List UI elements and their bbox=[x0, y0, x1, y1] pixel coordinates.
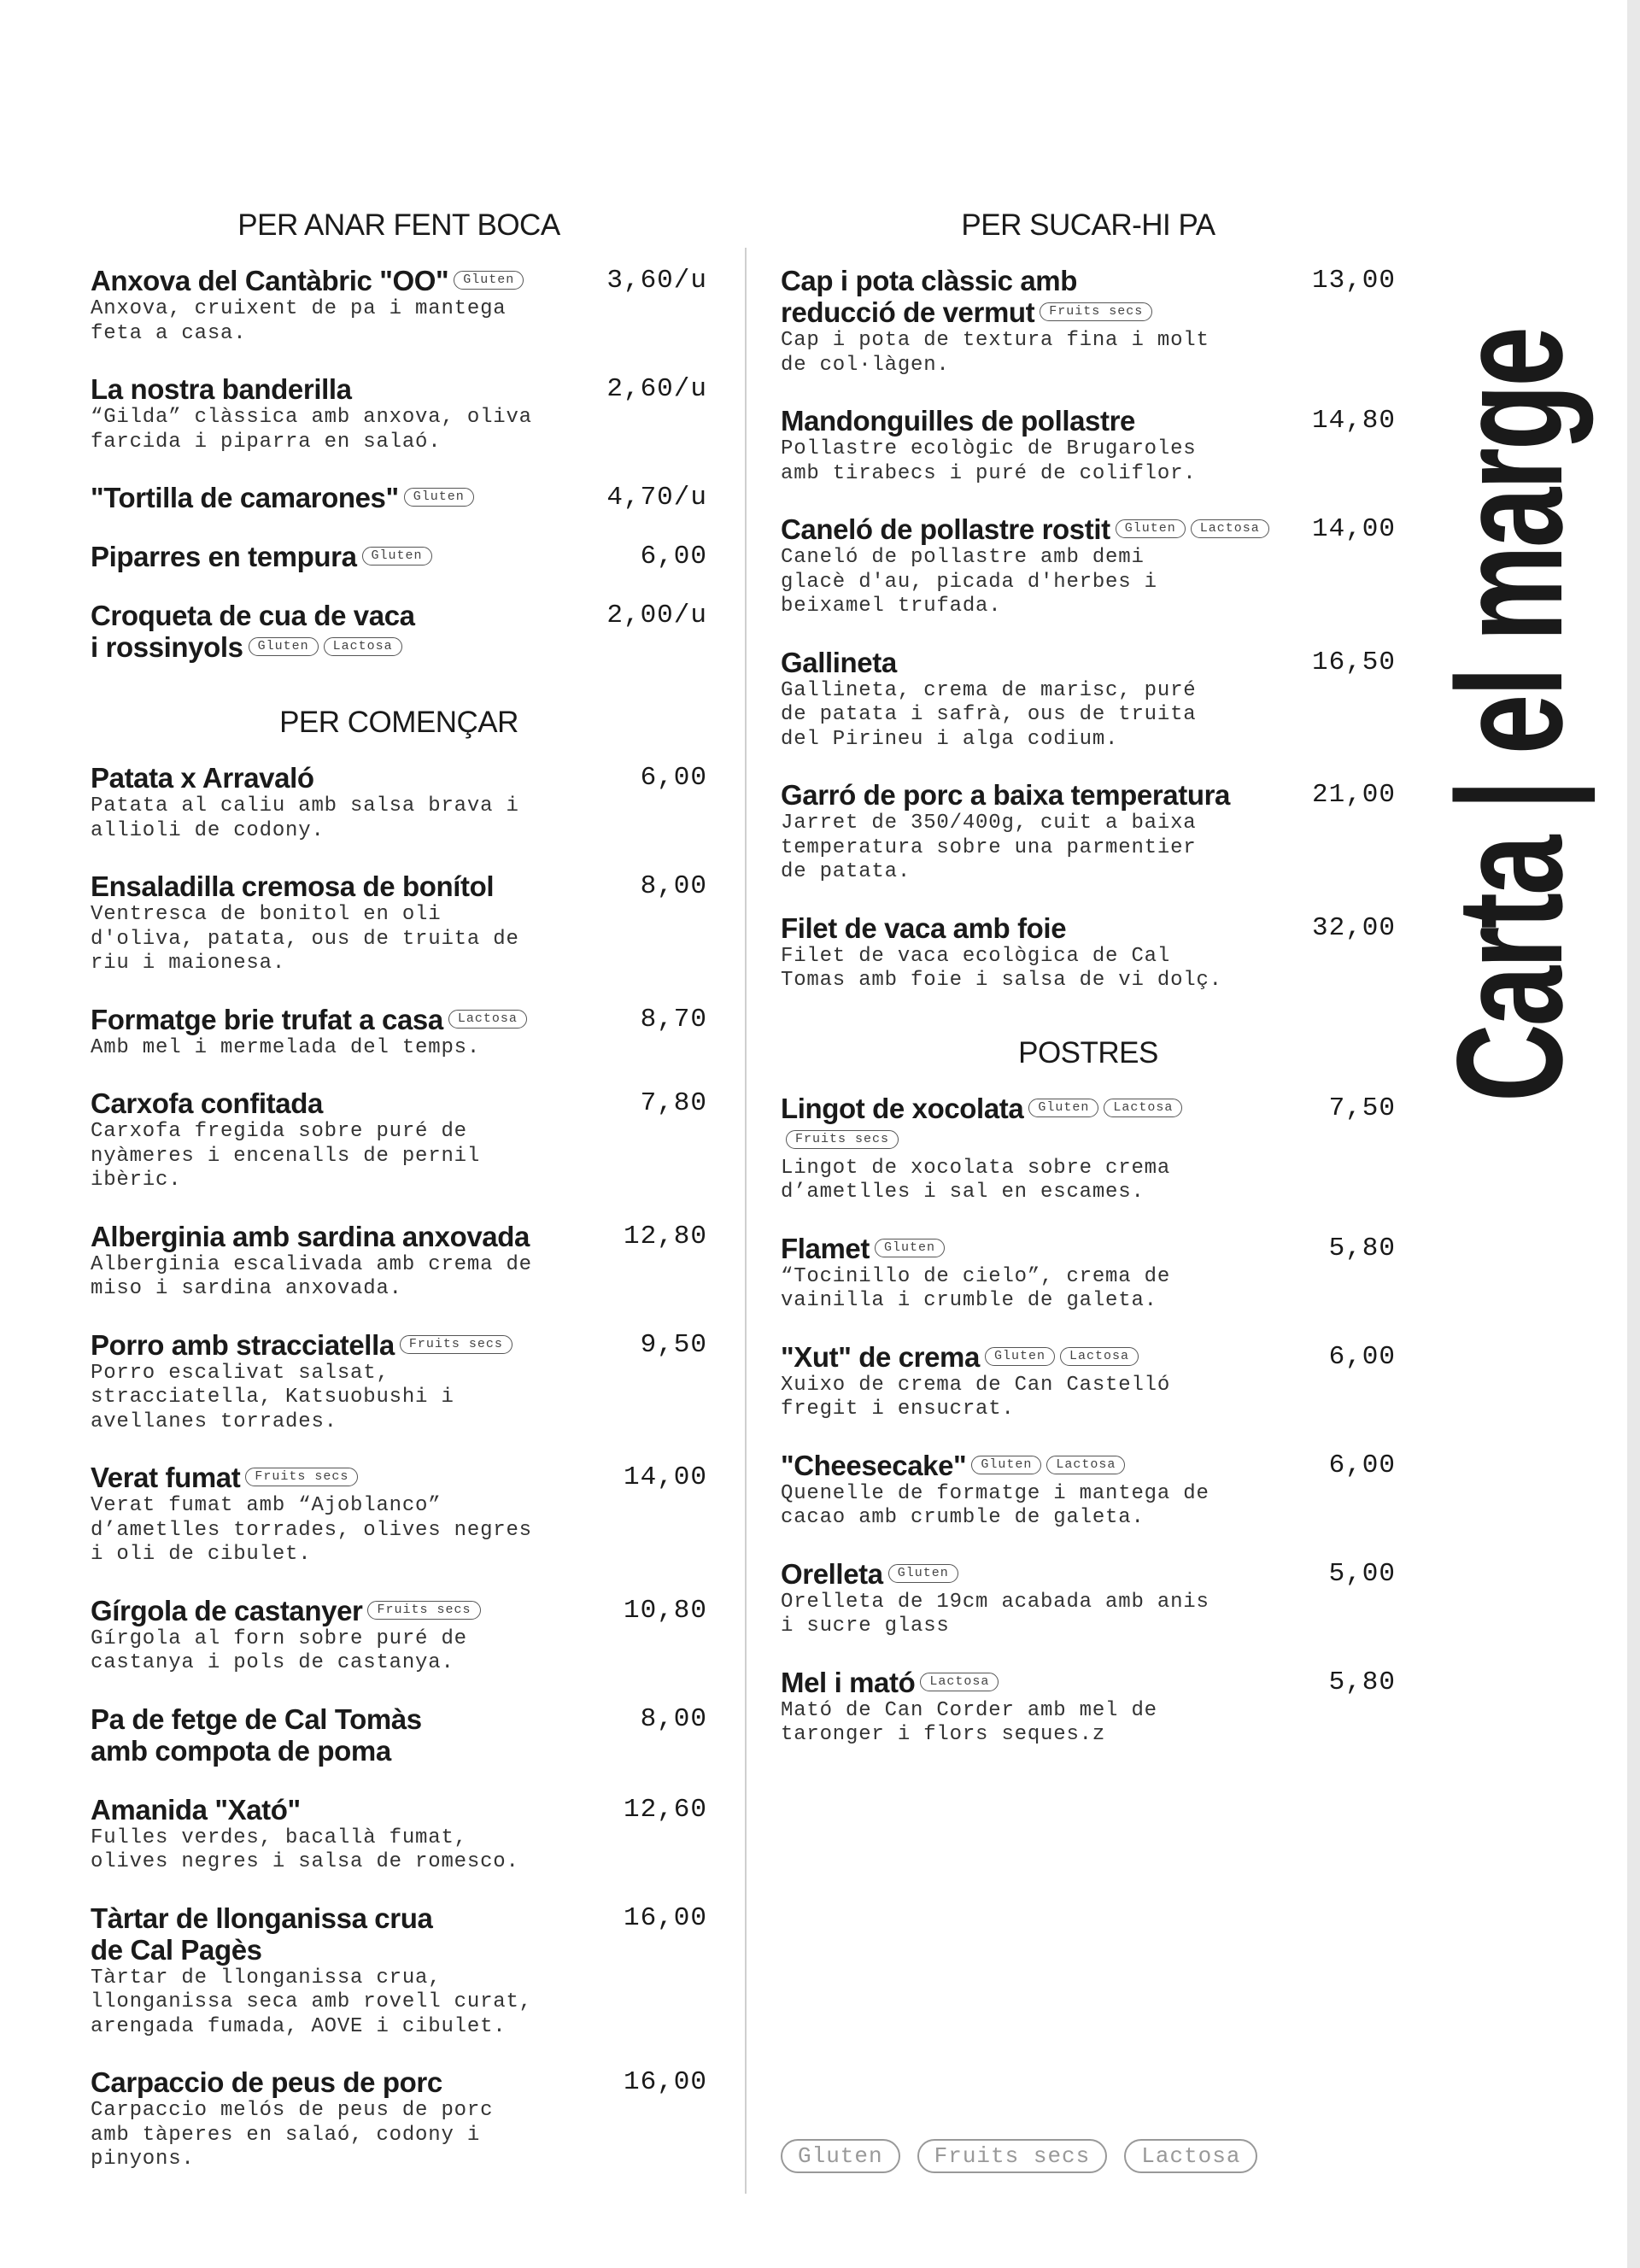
dish-description-line: Jarret de 350/400g, cuit a baixa bbox=[781, 812, 1197, 835]
dish-name-line: Porro amb stracciatella bbox=[91, 1328, 395, 1361]
menu-item bbox=[91, 373, 707, 454]
allergen-tag: Lactosa bbox=[324, 637, 402, 656]
dish-name-line: "Tortilla de camarones" bbox=[91, 482, 399, 513]
menu-item-header bbox=[91, 482, 707, 513]
dish-price: 10,80 bbox=[623, 1595, 707, 1626]
dish-description-line: de patata. bbox=[781, 860, 911, 883]
brand-title bbox=[1426, 328, 1606, 1187]
dish-name bbox=[781, 1233, 945, 1264]
dish-price: 7,50 bbox=[1328, 1093, 1396, 1123]
dish-name-line: Cap i pota clàssic amb bbox=[781, 265, 1077, 296]
dish-name-line: Alberginia amb sardina anxovada bbox=[91, 1220, 530, 1252]
dish-description bbox=[91, 1120, 707, 1193]
dish-name bbox=[91, 1794, 301, 1826]
dish-description bbox=[781, 945, 1396, 993]
allergen-tag: Fruits secs bbox=[1040, 302, 1152, 321]
menu-item-header bbox=[91, 1703, 707, 1767]
dish-name-line: Pa de fetge de Cal Tomàs bbox=[91, 1702, 422, 1735]
legend-tag: Lactosa bbox=[1124, 2139, 1257, 2173]
dish-name bbox=[781, 405, 1135, 437]
dish-description-line: pinyons. bbox=[91, 2148, 195, 2171]
dish-name bbox=[91, 1221, 530, 1252]
menu-item bbox=[91, 870, 707, 976]
allergen-tag: Lactosa bbox=[1104, 1099, 1182, 1117]
allergen-tag: Gluten bbox=[888, 1564, 958, 1583]
dish-description bbox=[781, 812, 1396, 885]
menu-item-header bbox=[91, 265, 707, 296]
allergen-tag: Gluten bbox=[249, 637, 319, 656]
menu-item-header bbox=[781, 647, 1396, 678]
dish-price: 7,80 bbox=[640, 1088, 707, 1118]
dish-description bbox=[781, 679, 1396, 753]
dish-description bbox=[781, 1699, 1396, 1748]
allergen-tag: Lactosa bbox=[448, 1010, 527, 1029]
dish-name-line: Croqueta de cua de vaca bbox=[91, 600, 415, 631]
dish-description-line: glacè d'au, picada d'herbes i bbox=[781, 570, 1157, 594]
menu-item-header bbox=[781, 1450, 1396, 1481]
menu-item-header bbox=[91, 1902, 707, 1966]
dish-description-line: del Pirineu i alga codium. bbox=[781, 727, 1119, 751]
dish-description bbox=[781, 1374, 1396, 1422]
dish-price: 5,00 bbox=[1328, 1558, 1396, 1589]
menu-item bbox=[781, 405, 1396, 486]
dish-description bbox=[91, 1036, 707, 1061]
dish-description-line: llonganissa seca amb rovell curat, bbox=[91, 1990, 532, 2013]
allergen-tag: Gluten bbox=[985, 1347, 1055, 1366]
dish-description bbox=[91, 2099, 707, 2172]
dish-description bbox=[781, 329, 1396, 378]
allergen-tag: Gluten bbox=[404, 488, 474, 507]
dish-price: 5,80 bbox=[1328, 1233, 1396, 1263]
menu-item bbox=[91, 1329, 707, 1435]
dish-description bbox=[91, 1627, 707, 1676]
dish-price: 16,50 bbox=[1311, 647, 1396, 677]
menu-item bbox=[91, 600, 707, 663]
allergen-tag: Fruits secs bbox=[367, 1601, 480, 1620]
dish-name bbox=[781, 1667, 999, 1698]
menu-item-header bbox=[781, 1667, 1396, 1698]
dish-name-line: Caneló de pollastre rostit bbox=[781, 513, 1110, 545]
dish-name bbox=[781, 1341, 1139, 1373]
dish-description-line: cacao amb crumble de galeta. bbox=[781, 1506, 1145, 1529]
menu-item bbox=[91, 762, 707, 843]
dish-price: 14,80 bbox=[1311, 406, 1396, 436]
menu-item-header bbox=[91, 373, 707, 405]
menu-item bbox=[781, 1450, 1396, 1531]
dish-description-line: Verat fumat amb “Ajoblanco” bbox=[91, 1494, 442, 1517]
dish-description bbox=[91, 1362, 707, 1435]
dish-price: 12,60 bbox=[623, 1794, 707, 1825]
dish-description-line: temperatura sobre una parmentier bbox=[781, 835, 1197, 859]
menu-item-header bbox=[91, 2066, 707, 2098]
dish-description-line: Gallineta, crema de marisc, puré bbox=[781, 678, 1197, 702]
dish-price: 12,80 bbox=[623, 1221, 707, 1251]
dish-description-line: Pollastre ecològic de Brugaroles bbox=[781, 437, 1197, 460]
menu-item bbox=[91, 265, 707, 346]
dish-description-line: Alberginia escalivada amb crema de bbox=[91, 1252, 532, 1276]
dish-description-line: Filet de vaca ecològica de Cal bbox=[781, 944, 1171, 968]
menu-item-header bbox=[91, 1004, 707, 1035]
dish-price: 6,00 bbox=[640, 763, 707, 793]
menu-item bbox=[781, 779, 1396, 885]
dish-description-line: i oli de cibulet. bbox=[91, 1543, 312, 1566]
menu-item-header bbox=[91, 1087, 707, 1119]
dish-description-line: Amb mel i mermelada del temps. bbox=[91, 1035, 481, 1059]
menu-item-header bbox=[91, 762, 707, 794]
dish-description-line: amb tirabecs i puré de coliflor. bbox=[781, 461, 1197, 485]
menu-item-header bbox=[781, 1341, 1396, 1373]
dish-description bbox=[781, 1482, 1396, 1531]
dish-description bbox=[91, 903, 707, 976]
section-title: PER COMENÇAR bbox=[279, 706, 518, 739]
dish-description-line: “Tocinillo de cielo”, crema de bbox=[781, 1264, 1171, 1288]
menu-item bbox=[781, 1667, 1396, 1748]
dish-description-line: d'oliva, patata, ous de truita de bbox=[91, 927, 519, 951]
dish-price: 14,00 bbox=[1311, 514, 1396, 544]
menu-item-header bbox=[91, 1329, 707, 1361]
legend-tag: Fruits secs bbox=[917, 2139, 1108, 2173]
dish-description-line: d’ametlles i sal en escames. bbox=[781, 1181, 1145, 1204]
dish-description-line: Lingot de xocolata sobre crema bbox=[781, 1156, 1171, 1180]
menu-item-header bbox=[781, 513, 1396, 545]
dish-description-line: Carxofa fregida sobre puré de bbox=[91, 1120, 467, 1143]
dish-name-line: Tàrtar de llonganissa crua bbox=[91, 1902, 433, 1934]
dish-name bbox=[781, 265, 1152, 328]
menu-item bbox=[91, 1794, 707, 1875]
dish-description-line: Tàrtar de llonganissa crua, bbox=[91, 1966, 442, 1990]
dish-name-line: Verat fumat bbox=[91, 1462, 241, 1493]
dish-name bbox=[91, 1329, 512, 1361]
dish-description-line: Carpaccio melós de peus de porc bbox=[91, 2099, 494, 2122]
dish-name-line: Carxofa confitada bbox=[91, 1087, 323, 1119]
menu-column-left bbox=[91, 205, 707, 2212]
dish-description bbox=[91, 1826, 707, 1875]
menu-item-header bbox=[781, 265, 1396, 328]
dish-price: 16,00 bbox=[623, 2067, 707, 2097]
dish-name-line: Gallineta bbox=[781, 646, 897, 678]
dish-description bbox=[91, 406, 707, 454]
dish-description-line: castanya i pols de castanya. bbox=[91, 1651, 454, 1674]
section-title: PER ANAR FENT BOCA bbox=[237, 208, 560, 242]
dish-description-line: Tomas amb foie i salsa de vi dolç. bbox=[781, 969, 1222, 992]
dish-description-line: Fulles verdes, bacallà fumat, bbox=[91, 1826, 467, 1849]
dish-description-line: Mató de Can Corder amb mel de bbox=[781, 1698, 1157, 1722]
dish-name-line: reducció de vermut bbox=[781, 296, 1035, 328]
dish-name-line: Filet de vaca amb foie bbox=[781, 911, 1067, 944]
dish-description-line: Anxova, cruixent de pa i mantega bbox=[91, 297, 507, 320]
menu-item-header bbox=[781, 1233, 1396, 1264]
menu-section bbox=[91, 205, 707, 663]
dish-name-line: Mandonguilles de pollastre bbox=[781, 405, 1135, 437]
dish-price: 2,60/u bbox=[606, 374, 707, 404]
dish-description-line: i sucre glass bbox=[781, 1615, 950, 1638]
dish-description bbox=[781, 546, 1396, 619]
dish-description-line: Quenelle de formatge i mantega de bbox=[781, 1481, 1210, 1505]
dish-description-line: Orelleta de 19cm acabada amb anis bbox=[781, 1590, 1210, 1614]
menu-item-header bbox=[781, 912, 1396, 944]
dish-price: 5,80 bbox=[1328, 1667, 1396, 1697]
page-edge bbox=[1627, 0, 1640, 2268]
menu-item bbox=[91, 1087, 707, 1193]
dish-name-line: Orelleta bbox=[781, 1557, 883, 1590]
dish-name bbox=[781, 912, 1066, 944]
dish-name bbox=[781, 1558, 958, 1590]
dish-description bbox=[781, 1591, 1396, 1639]
dish-description-line: fregit i ensucrat. bbox=[781, 1398, 1015, 1421]
dish-name bbox=[781, 647, 897, 678]
dish-name bbox=[91, 2066, 442, 2098]
allergen-tag: Gluten bbox=[454, 271, 524, 290]
dish-description-line: Ventresca de bonitol en oli bbox=[91, 903, 442, 926]
dish-description-line: de patata i safrà, ous de truita bbox=[781, 703, 1197, 726]
allergen-tag: Gluten bbox=[362, 547, 432, 566]
dish-description-line: de col·làgen. bbox=[781, 353, 950, 377]
menu-item-header bbox=[781, 405, 1396, 437]
dish-name-line: Garró de porc a baixa temperatura bbox=[781, 779, 1230, 811]
menu-item bbox=[91, 541, 707, 572]
dish-description-line: arengada fumada, AOVE i cibulet. bbox=[91, 2014, 507, 2038]
dish-description-line: miso i sardina anxovada. bbox=[91, 1277, 402, 1300]
menu-item-header bbox=[91, 870, 707, 902]
dish-name-line: i rossinyols bbox=[91, 631, 243, 663]
dish-name-line: Gírgola de castanyer bbox=[91, 1594, 363, 1626]
dish-description-line: beixamel trufada. bbox=[781, 595, 1002, 618]
dish-description bbox=[91, 794, 707, 843]
menu-item-header bbox=[91, 1221, 707, 1252]
dish-description-line: Xuixo de crema de Can Castelló bbox=[781, 1373, 1171, 1397]
menu-item bbox=[781, 1558, 1396, 1639]
dish-name bbox=[91, 1703, 422, 1767]
dish-price: 8,00 bbox=[640, 1703, 707, 1734]
menu-item-header bbox=[781, 1558, 1396, 1590]
menu-item bbox=[781, 513, 1396, 619]
menu-item bbox=[781, 647, 1396, 753]
dish-price: 16,00 bbox=[623, 1902, 707, 1933]
dish-description-line: stracciatella, Katsuobushi i bbox=[91, 1386, 454, 1409]
section-title: PER SUCAR-HI PA bbox=[961, 208, 1215, 242]
dish-description-line: riu i maionesa. bbox=[91, 952, 286, 975]
dish-price: 13,00 bbox=[1311, 266, 1396, 296]
dish-description bbox=[781, 1265, 1396, 1314]
dish-name bbox=[91, 541, 432, 572]
dish-description-line: amb tàperes en salaó, codony i bbox=[91, 2123, 481, 2147]
dish-price: 6,00 bbox=[1328, 1450, 1396, 1480]
dish-description-line: Caneló de pollastre amb demi bbox=[781, 546, 1145, 569]
dish-description-line: Cap i pota de textura fina i molt bbox=[781, 329, 1210, 352]
dish-name bbox=[91, 1462, 358, 1493]
allergen-tag: Gluten bbox=[875, 1239, 945, 1257]
dish-price: 32,00 bbox=[1311, 912, 1396, 943]
menu-item bbox=[781, 1233, 1396, 1314]
allergen-tag: Fruits secs bbox=[400, 1335, 512, 1354]
allergen-tag: Gluten bbox=[1028, 1099, 1098, 1117]
legend-tag: Gluten bbox=[781, 2139, 900, 2173]
dish-description-line: farcida i piparra en salaó. bbox=[91, 430, 442, 454]
menu-item bbox=[91, 482, 707, 513]
dish-name-line: Ensaladilla cremosa de bonítol bbox=[91, 870, 495, 902]
dish-description-line: ibèric. bbox=[91, 1169, 182, 1192]
dish-description-line: feta a casa. bbox=[91, 321, 247, 345]
menu-item bbox=[781, 912, 1396, 993]
menu-item-header bbox=[91, 600, 707, 663]
menu-item bbox=[91, 1462, 707, 1568]
dish-name bbox=[91, 600, 415, 663]
dish-price: 6,00 bbox=[640, 542, 707, 571]
dish-description bbox=[91, 1253, 707, 1302]
allergen-tag: Fruits secs bbox=[786, 1130, 899, 1149]
dish-price: 21,00 bbox=[1311, 780, 1396, 810]
dish-name bbox=[91, 1087, 323, 1119]
dish-name-line: Formatge brie trufat a casa bbox=[91, 1003, 443, 1035]
dish-price: 8,70 bbox=[640, 1004, 707, 1034]
menu-item bbox=[91, 1595, 707, 1676]
allergen-tag: Lactosa bbox=[1191, 519, 1269, 538]
dish-name-line: "Cheesecake" bbox=[781, 1449, 967, 1481]
dish-name bbox=[781, 779, 1230, 811]
brand-title-text: Carta | el marge bbox=[1426, 328, 1594, 1102]
dish-name-line: Piparres en tempura bbox=[91, 541, 357, 572]
allergen-tag: Lactosa bbox=[920, 1673, 999, 1691]
menu-item-header bbox=[781, 779, 1396, 811]
dish-name-line: Amanida "Xató" bbox=[91, 1793, 301, 1826]
dish-price: 9,50 bbox=[640, 1329, 707, 1360]
menu-item bbox=[91, 1902, 707, 2040]
dish-name-line: "Xut" de crema bbox=[781, 1340, 980, 1373]
dish-description-line: Porro escalivat salsat, bbox=[91, 1361, 390, 1385]
dish-description-line: allioli de codony. bbox=[91, 818, 325, 842]
dish-name-line: amb compota de poma bbox=[91, 1734, 391, 1767]
dish-name-line: Carpaccio de peus de porc bbox=[91, 2066, 442, 2098]
dish-description-line: Gírgola al forn sobre puré de bbox=[91, 1626, 467, 1650]
dish-description-line: taronger i flors seques.z bbox=[781, 1723, 1106, 1746]
dish-price: 8,00 bbox=[640, 871, 707, 901]
dish-name-line: Flamet bbox=[781, 1232, 870, 1264]
menu-section bbox=[781, 205, 1396, 993]
allergen-tag: Lactosa bbox=[1060, 1347, 1139, 1366]
dish-name bbox=[91, 1595, 481, 1626]
menu-item-header bbox=[91, 1462, 707, 1493]
dish-name bbox=[91, 870, 494, 902]
section-title: POSTRES bbox=[1018, 1035, 1158, 1070]
menu-item bbox=[91, 1221, 707, 1302]
dish-description bbox=[91, 1494, 707, 1568]
menu-item bbox=[781, 1093, 1396, 1205]
menu-item bbox=[91, 1004, 707, 1061]
dish-description-line: nyàmeres i encenalls de pernil bbox=[91, 1144, 481, 1168]
dish-name bbox=[91, 373, 352, 405]
menu-item-header bbox=[781, 1093, 1396, 1156]
dish-price: 4,70/u bbox=[606, 483, 707, 513]
dish-description bbox=[91, 297, 707, 346]
dish-description-line: olives negres i salsa de romesco. bbox=[91, 1850, 519, 1873]
menu-item-header bbox=[91, 541, 707, 572]
menu-item-header bbox=[91, 1794, 707, 1826]
menu-item bbox=[781, 1341, 1396, 1422]
allergen-tag: Gluten bbox=[1116, 519, 1186, 538]
dish-price: 6,00 bbox=[1328, 1341, 1396, 1372]
dish-description bbox=[91, 1966, 707, 2040]
menu-item bbox=[91, 1703, 707, 1767]
dish-description-line: avellanes torrades. bbox=[91, 1409, 337, 1433]
allergen-legend bbox=[781, 2139, 1257, 2173]
dish-description-line: Patata al caliu amb salsa brava i bbox=[91, 794, 519, 818]
dish-name-line: La nostra banderilla bbox=[91, 373, 352, 405]
menu-section bbox=[91, 702, 707, 2172]
dish-description-line: “Gilda” clàssica amb anxova, oliva bbox=[91, 406, 532, 429]
dish-name bbox=[781, 513, 1269, 545]
dish-price: 14,00 bbox=[623, 1462, 707, 1492]
menu-section bbox=[781, 1033, 1396, 1748]
dish-name-line: de Cal Pagès bbox=[91, 1933, 262, 1966]
dish-description-line: vainilla i crumble de galeta. bbox=[781, 1289, 1157, 1312]
menu-item-header bbox=[91, 1595, 707, 1626]
column-divider bbox=[745, 248, 747, 2194]
dish-name bbox=[781, 1093, 1293, 1156]
dish-name bbox=[91, 762, 314, 794]
dish-name-line: Lingot de xocolata bbox=[781, 1092, 1024, 1124]
menu-item bbox=[91, 2066, 707, 2172]
dish-name-line: Mel i mató bbox=[781, 1666, 916, 1698]
menu-item bbox=[781, 265, 1396, 378]
dish-name-line: Anxova del Cantàbric "OO" bbox=[91, 265, 449, 296]
allergen-tag: Gluten bbox=[971, 1456, 1041, 1474]
dish-name bbox=[91, 482, 474, 513]
dish-name bbox=[91, 1902, 432, 1966]
dish-description bbox=[781, 437, 1396, 486]
dish-name bbox=[91, 265, 524, 296]
dish-description bbox=[781, 1157, 1396, 1205]
allergen-tag: Fruits secs bbox=[245, 1468, 358, 1486]
dish-description-line: d’ametlles torrades, olives negres bbox=[91, 1518, 532, 1542]
dish-name-line: Patata x Arravaló bbox=[91, 762, 314, 794]
dish-price: 2,00/u bbox=[606, 601, 707, 630]
dish-name bbox=[781, 1450, 1125, 1481]
allergen-tag: Lactosa bbox=[1046, 1456, 1125, 1474]
dish-name bbox=[91, 1004, 527, 1035]
menu-column-right bbox=[781, 205, 1396, 1787]
dish-price: 3,60/u bbox=[606, 266, 707, 296]
